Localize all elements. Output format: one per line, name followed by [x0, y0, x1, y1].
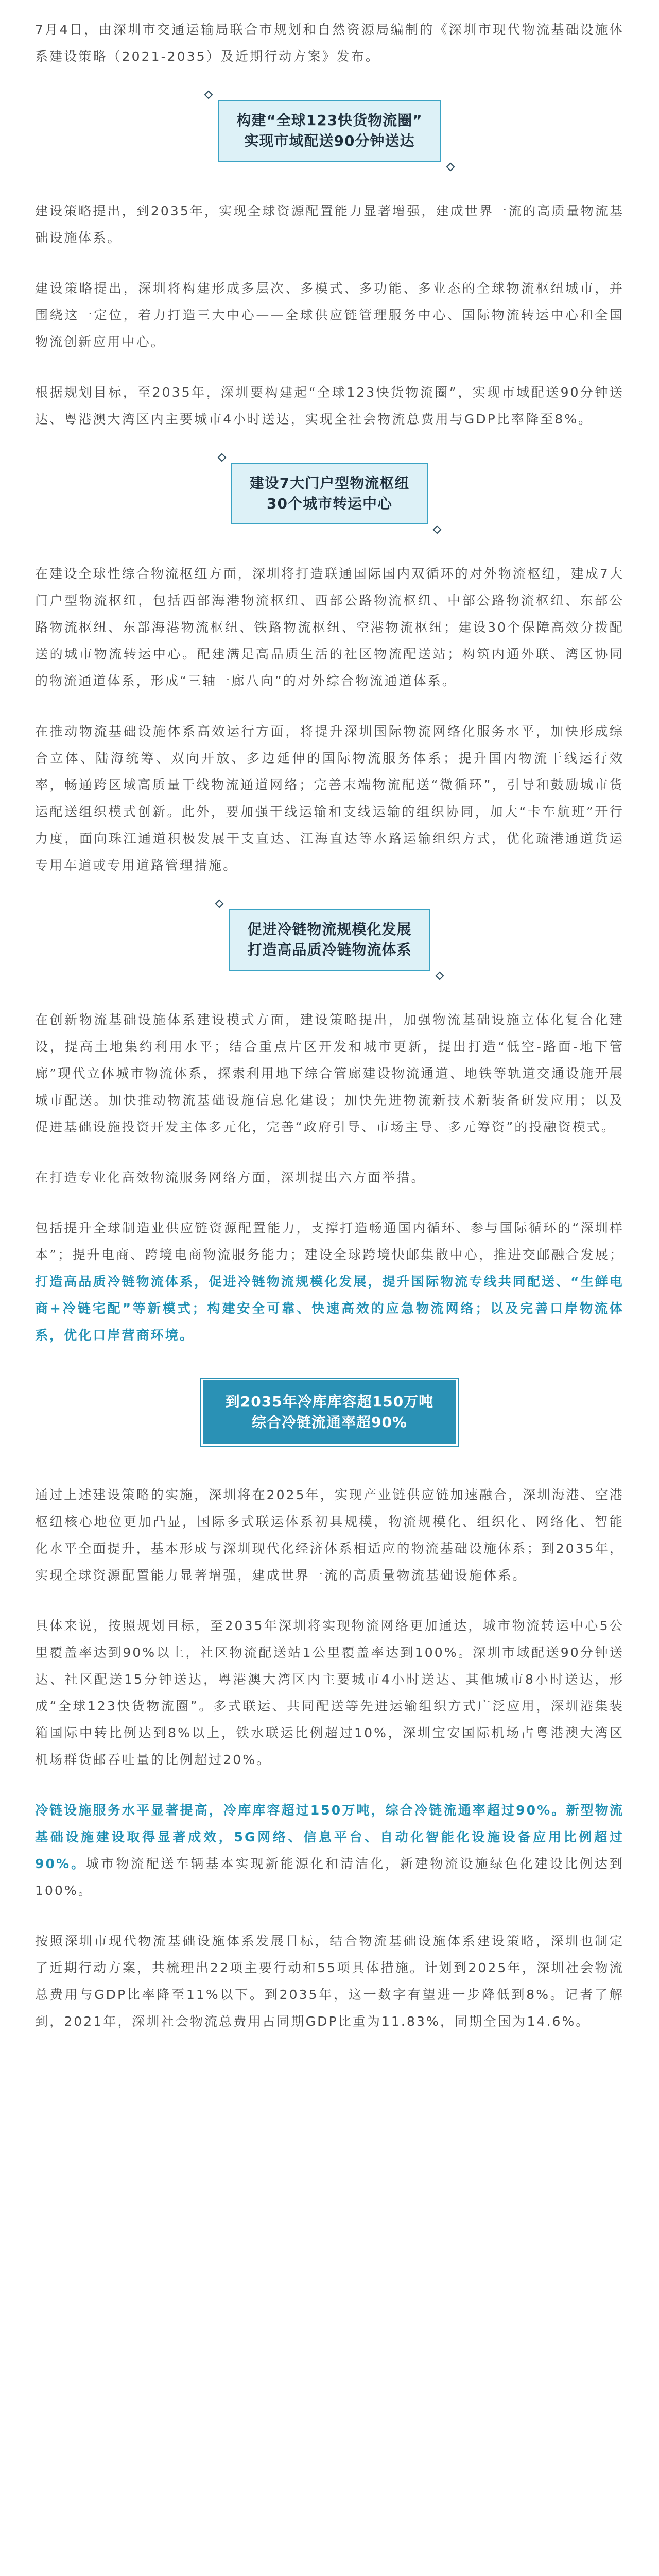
plain-text: 包括提升全球制造业供应链资源配置能力，支撑打造畅通国内循环、参与国际循环的“深圳样本”；提升电商、跨境电商物流服务能力；建设全球跨境快邮集散中心，推进交邮融合发展；: [35, 1221, 624, 1262]
intro-paragraph: 7月4日，由深圳市交通运输局联合市规划和自然资源局编制的《深圳市现代物流基础设施体系建设策略（2021-2035）及近期行动方案》发布。: [35, 22, 624, 64]
section-heading-2-wrap: [35, 463, 624, 524]
diamond-ornament-icon: [215, 900, 224, 908]
body-paragraph-with-highlight: [35, 1215, 624, 1349]
section-heading-3: [229, 909, 430, 971]
body-paragraph: 建设策略提出，深圳将构建形成多层次、多模式、多功能、多业态的全球物流枢纽城市，并围绕这一定位，着力打造三大中心——全球供应链管理服务中心、国际物流转运中心和全国物流创新应用中心。: [35, 281, 624, 349]
body-paragraph: 在创新物流基础设施体系建设模式方面，建设策略提出，加强物流基础设施立体化复合化建设，提高土地集约利用水平；结合重点片区开发和城市更新，提出打造“低空-路面-地下管廊”现代立体城市物流体系，探索利用地下综合管廊建设物流通道、地铁等轨道交通设施开展城市配送。加快推动物流基础设施信息化建设；加快先进物流新技术新装备研发应用；以及促进基础设施投资开发主体多元化，完善“政府引导、市场主导、多元筹资”的投融资模式。: [35, 1012, 624, 1134]
body-paragraph: 具体来说，按照规划目标，至2035年深圳将实现物流网络更加通达，城市物流转运中心5公里覆盖率达到90%以上，社区物流配送站1公里覆盖率达到100%。深圳市域配送90分钟送达、社区配送15分钟送达，粤港澳大湾区内主要城市4小时送达、其他城市8小时送达，形成“全球123快货物流圈”。多式联运、共同配送等先进运输组织方式广泛应用，深圳港集装箱国际中转比例达到8%以上，铁水联运比例超过10%，深圳宝安国际机场占粤港澳大湾区机场群货邮吞吐量的比例超过20%。: [35, 1618, 624, 1767]
heading-line: 到2035年冷库库容超150万吨: [225, 1393, 434, 1410]
diamond-ornament-icon: [204, 91, 213, 99]
heading-line: 构建“全球123快货物流圈”: [236, 112, 423, 129]
diamond-ornament-icon: [435, 972, 444, 980]
section-heading-4: [201, 1379, 458, 1446]
section-heading-1: [218, 100, 441, 162]
body-paragraph: 按照深圳市现代物流基础设施体系发展目标，结合物流基础设施体系建设策略，深圳也制定了近期行动方案，共梳理出22项主要行动和55项具体措施。计划到2025年，深圳社会物流总费用与GDP比率降至11%以下。到2035年，这一数字有望进一步降低到8%。记者了解到，2021年，深圳社会物流总费用占同期GDP比重为11.83%，同期全国为14.6%。: [35, 1934, 624, 2029]
plain-text: 城市物流配送车辆基本实现新能源化和清洁化，新建物流设施绿色化建设比例达到100%。: [35, 1856, 624, 1898]
heading-line: 实现市域配送90分钟送达: [244, 132, 415, 149]
body-paragraph-with-highlight: [35, 1797, 624, 1904]
highlighted-text: 冷链设施服务水平显著提高，冷库库容超过150万吨，综合冷链流通率超过90%。新型物流基础设施建设取得显著成效，5G网络、信息平台、自动化智能化设施设备应用比例超过90%。: [35, 1803, 624, 1871]
body-paragraph: 在打造专业化高效物流服务网络方面，深圳提出六方面举措。: [35, 1170, 426, 1185]
body-paragraph: 在推动物流基础设施体系高效运行方面，将提升深圳国际物流网络化服务水平，加快形成综合立体、陆海统筹、双向开放、多边延伸的国际物流服务体系；提升国内物流干线运行效率，畅通跨区域高质量干线物流通道网络；完善末端物流配送“微循环”，引导和鼓励城市货运配送组织模式创新。此外，要加强干线运输和支线运输的组织协同，加大“卡车航班”开行力度，面向珠江通道积极发展干支直达、江海直达等水路运输组织方式，优化疏港通道货运专用车道或专用道路管理措施。: [35, 724, 624, 873]
body-paragraph: 通过上述建设策略的实施，深圳将在2025年，实现产业链供应链加速融合，深圳海港、空港枢纽核心地位更加凸显，国际多式联运体系初具规模，物流规模化、组织化、网络化、智能化水平全面提升，基本形成与深圳现代化经济体系相适应的物流基础设施体系；到2035年，实现全球资源配置能力显著增强，建成世界一流的高质量物流基础设施体系。: [35, 1487, 624, 1583]
diamond-ornament-icon: [446, 163, 455, 172]
section-heading-2: [231, 463, 428, 524]
section-heading-1-wrap: [35, 100, 624, 162]
section-heading-3-wrap: [35, 909, 624, 971]
body-paragraph: 建设策略提出，到2035年，实现全球资源配置能力显著增强，建成世界一流的高质量物流基础设施体系。: [35, 204, 624, 245]
highlighted-text: 打造高品质冷链物流体系，促进冷链物流规模化发展，提升国际物流专线共同配送、“生鲜电商+冷链宅配”等新模式；构建安全可靠、快速高效的应急物流网络；以及完善口岸物流体系，优化口岸营商环境。: [35, 1274, 624, 1343]
diamond-ornament-icon: [433, 526, 442, 534]
body-paragraph: 在建设全球性综合物流枢纽方面，深圳将打造联通国际国内双循环的对外物流枢纽，建成7大门户型物流枢纽，包括西部海港物流枢纽、西部公路物流枢纽、中部公路物流枢纽、东部公路物流枢纽、东部海港物流枢纽、铁路物流枢纽、空港物流枢纽；建设30个保障高效分拨配送的城市物流转运中心。配建满足高品质生活的社区物流配送站；构筑内通外联、湾区协同的物流通道体系，形成“三轴一廊八向”的对外综合物流通道体系。: [35, 566, 624, 688]
body-paragraph: 根据规划目标，至2035年，深圳要构建起“全球123快货物流圈”，实现市域配送90分钟送达、粤港澳大湾区内主要城市4小时送达，实现全社会物流总费用与GDP比率降至8%。: [35, 385, 624, 427]
section-heading-4-wrap: [35, 1379, 624, 1446]
heading-line: 综合冷链流通率超90%: [251, 1414, 407, 1431]
heading-line: 30个城市转运中心: [267, 495, 392, 512]
heading-line: 促进冷链物流规模化发展: [247, 921, 412, 938]
heading-line: 打造高品质冷链物流体系: [247, 941, 412, 958]
article-body: [35, 16, 624, 2059]
heading-line: 建设7大门户型物流枢纽: [249, 474, 410, 492]
diamond-ornament-icon: [217, 453, 226, 462]
